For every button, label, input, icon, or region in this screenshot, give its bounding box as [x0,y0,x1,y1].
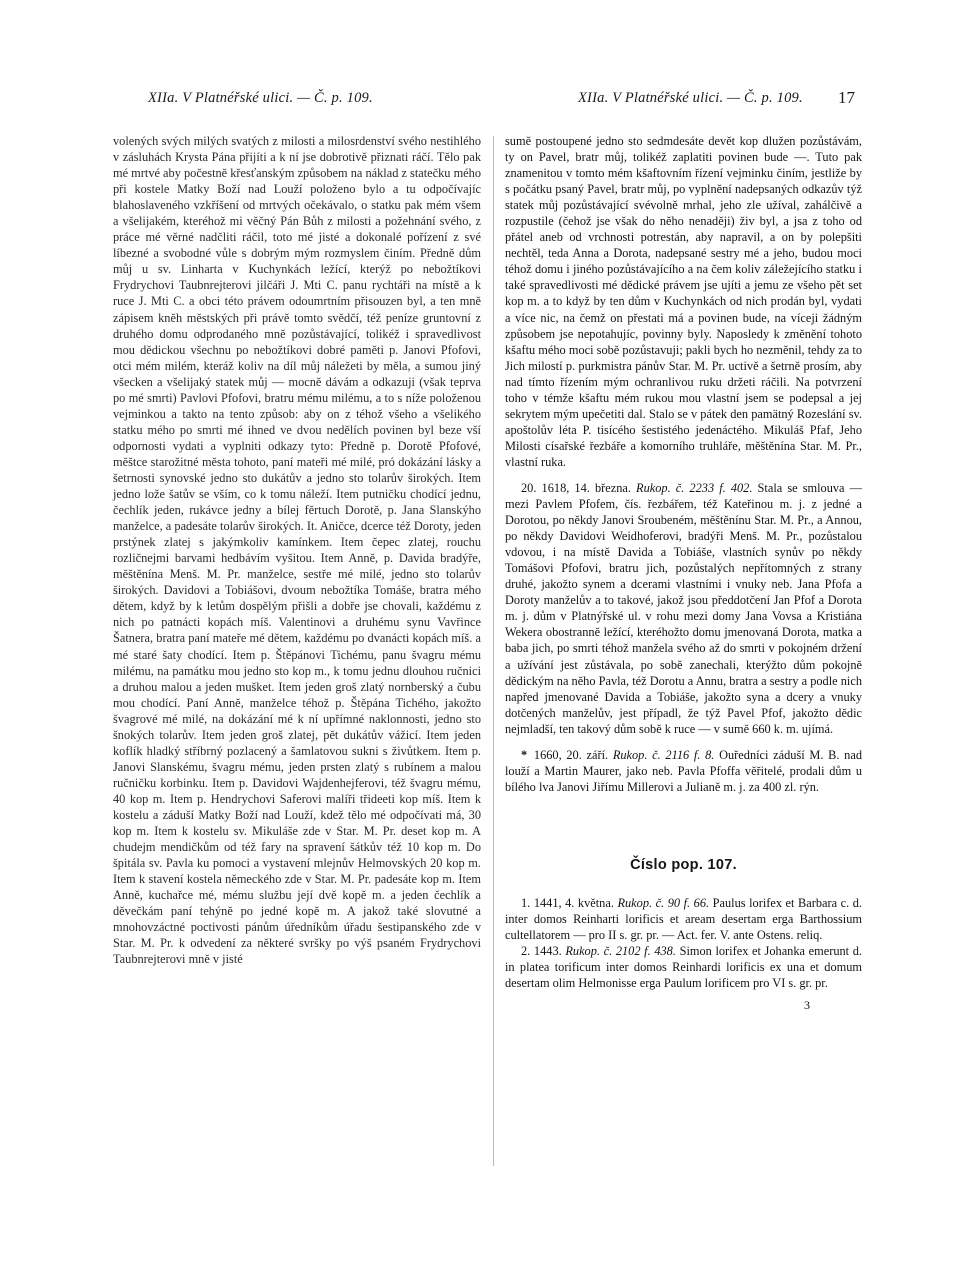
running-head-right: XIIa. V Platnéřské ulici. — Č. p. 109. [578,90,803,106]
record-text: Ouředníci záduší M. B. nad louží a Martin Maurer, jako neb. Pavla Pfoffa věřitelé, prodali dům u bílého lva Janovi Jiřímu Millerovi a Julianě m. j. za 400 zl. rýn. [505,747,863,794]
right-column [505,133,862,1013]
asterisk-mark: * [521,747,528,762]
record-entry [505,943,862,991]
signature-mark: 3 [804,998,810,1013]
left-column [113,133,481,967]
testament-conclusion-text: sumě postoupené jedno sto sedmdesáte devět kop dlužen pozůstávám, ty on Pavel, bratr můj, tolikéž zaplatiti povinen bude —. Tuto pak znamenitou v tomto mém kšaftovním řízení vejminku činím, jestliže by s počátku psaný Pavel, bratr můj, po vyplnění nadepsaných odkazův týž statek můj pozůstávající svévolně mrhal, jeho zle užíval, zahálčivě a rozpustile (čehož jse však do něho nenaději) živ byl, a jsa z toho od přátel aneb od vrchnosti potrestán, aby napravil, a on by polepšiti nechtěl, teda Anna a Dorota, nadepsané sestry mé a jeho, budou moci téhož domu i jiného pozůstávajícího a na čem koliv záležejícího statku i také spravedlivosti mé dědické právem jse ujíti a jemu ze všeho pět set kop m. a to když by ten dům v Kuchynkách od nich prodán byl, vydati a více nic, na čemž on přestati má a povinen bude, na víceji žádným způsobem jse nepotahujíc, povinny byly. Naposledy k změnění tohoto kšaftu mého moci sobě pozůstavuji; pakli bych ho nezměnil, tehdy za to Jich milostí p. purkmistra pánův Star. M. Pr. uctivě a šetrně prosím, aby nad tímto řízením mým ochranlivou ruku držeti ráčili. Na potvrzení toho v témže kšaftu mém rukou mou vlastní jsem se podepsal a jej sekrytem mým upečetiti dal. Stalo se v pátek den pamätný Rozeslání sv. apoštolův léta P. tisícého šestistého jedenáctého. Mikuláš Pfaf, Jeho Milosti císařské řezbáře a komorního truhláře, měštěnína Star. M. Pr., vlastní ruka. [505,134,862,469]
section-heading: Číslo pop. 107. [630,856,737,873]
record-number: 1. [521,895,531,910]
column-divider [493,136,494,1166]
record-date: 1443. [533,944,562,959]
record-source: Rukop. č. 90 f. 66. [617,895,710,910]
record-number: 2. [521,944,531,959]
page-number: 17 [838,88,855,107]
record-text: Simon lorifex et Johanka emerunt d. in platea torificum inter domos Reinhardi lorificis ex una et domum desertam olim Helmonisse erga Paulum lorificem pro VI s. gr. pr. [505,944,862,991]
record-date: 1441, 4. května. [533,895,614,910]
running-head-left: XIIa. V Platnéřské ulici. — Č. p. 109. [148,90,373,106]
record-date: 1618, 14. března. [541,480,631,495]
testament-continued-text: volených svých milých svatých z milosti a milosrdenství svého nestihlého v zásluhách Krysta Pána přijíti a k ní jse dobrotivě přiznati ráčí. Tělo pak mé mrtvé aby počestně křesťanským způsobem na náklad z statečku mého při kostele Matky Boží nad Louží položeno bylo a tu odpočívajíc blahoslaveného vzkříšení od mrtvých očekávalo, o statku pak mém všem a všelijakém, kteréhož mi věčný Pán Bůh z milosti a požehnání svého, z práce mé věrné nadčliti ráčil, toto mé jisté a dokonalé pořízení z své líbezné a svobodné vůle s dobrým mým rozmyslem činím. Předně dům můj u sv. Linharta v Kuchynkách ležící, kterýž po nebožtíkovi Frydrychovi Taubnrejterovi jilčáři J. Mti C. panu rychtáři na místě a k ruce J. Mti C. a obci této právem odoumrtním přisouzen byl, a ten mně zápisem kněh městských při právě tomto svědčí, též peníze gruntovní z druhého domu odprodaného mně pozůstávající, tolikéž i spravedlivost mou dědickou všechnu po nebožtíkovi dobré paměti p. Janovi Pfofovi, otci mém milém, kteráž koliv na díl můj náležeti by měla, a sumou jiný všecken a všelijaký statek můj — mocně dávám a odkazuji (však teprva po mé smrti) Pavlovi Pfofovi, bratru mému milému, a to s níže položenou vejminkou a takto na tento způsob: aby on z téhož všeho a všelikého statku mého po smrti mé ihned ve dvou nedělích povinen byl beze vší odpornosti vydati a vyplniti odkazy tyto: Předně p. Dorotě Pfofové, měštce starožitné města tohoto, paní mateři mé milé, pró dokázání lásky a šetrnosti synovské jedno sto dukátův a jedno sto tolarův širokých. Item jedno lože šatův se vším, co k tomu náleží. Item putničku chodící jednu, čechlík jeden, rukávce jedny a bílej fěrtuch Dorotě, p. Jana Slanskýho manželce, a padesáte tolarův širokých. It. Aničce, dcerce též Doroty, jeden prstýnek zlatej s jakýmkoliv kamínkem. Item čepec zlatej, rouchu rozličnejmi barvami hedbávím vyšitou. Item Anně, p. Davida bradýře, měštěnína Menš. M. Pr. manželce, sestře mé milé, jedno sto tolarův širokých. Davidovi a Tobiášovi, dvoum nebožtíka Tomáše, bratra mého dětem, když by k letům dospělým přišli a dobře jse chovali, každému z nich po patnácti kopách míš. Valentinovi a druhému synu Vavřince Šatnera, bratra paní mateře mé dětem, každému po dvanácti kopách míš. a mé staré šaty chodící. Item p. Štěpánovi Tichému, panu švagru mému milému, na památku mou jedno sto kop m., k tomu jednu dlouhou ručnici a druhou malou a jeden mušket. Item jeden groš zlatý nornberský a čubu mou chodící. Paní Anně, manželce téhož p. Štěpána Tichého, jakožto švagrové mé milé, na dokázání mé k ní upřímné naklonnosti, jedno sto šnokých tolarův. Item jeden groš zlatej, pět dukátův vážicí. Item jeden koflík hladký stříbrný pozlacený a šamlatovou sukni s živůtkem. Item p. Janovi Slanskému, švagru mému, jeden prsten zlatý s rubínem a malou ručničku korbinku. Item p. Davidovi Wajdenhejferovi, též švagru mému, 40 kop m. Item p. Hendrychovi Saferovi malíři třideeti kop míš. Item k kostelu a záduší Matky Boží nad Louží, kdež tělo mé odpočívati má, 30 kop m. Item k kostelu sv. Mikuláše zde v Star. M. Pr. deset kop m. A chudejm mendičkům od též fary na spravení šátkův též 10 kop m. Do špitála sv. Pavla ku pomoci a vystavení mlejnův Helmovských 20 kop m. Item k stavení kostela německého zde v Star. M. Pr. padesáte kop m. Item Anně, kuchařce mé, mému službu její dvě kopě m. a jeden čechlík a děvečkám paní tehýně po jedné kopě m. A jakož také slovutné a mnohovzáctné poctivosti pánům úředníkům úřadu šestipanského zde v Star. M. Pr. k odvedení za některé svršky po výš psaném Frydrychovi Taubnrejterovi mně v jisté [113,134,481,967]
record-source: Rukop. č. 2116 f. 8. [612,747,715,762]
record-source: Rukop. č. 2233 f. 402. [636,480,753,495]
record-entry [505,747,862,795]
record-source: Rukop. č. 2102 f. 438. [565,944,676,959]
record-date: 1660, 20. září. [533,747,609,762]
record-entry [505,895,862,943]
record-text: Paulus lorifex et Barbara c. d. inter domos Reinharti lorificis et aream desertam erga Barthossium cultellatorem — pro II s. gr. pr. — Act. fer. V. ante Ostens. reliq. [505,895,862,943]
record-number: 20. [521,480,537,495]
record-text: Stala se smlouva — mezi Pavlem Pfofem, čís. řezbářem, též Kateřinou m. j. z jedné a Dorotou, po někdy Janovi Sroubeném, měštěnínu Star. M. Pr., a Annou, po někdy Davidovi Weidhoferovi, bradýři Menš. M. Pr., pozůstalou vdovou, i na místě Davida a Tobiáše, vlastních synův po někdy Tomášovi Pfofovi, bratru jich, pozůstalých nepřítomných z strany druhé, jakožto synem a dcerami vlastními i vnuky neb. Jana Pfofa a Doroty manželův a to takové, jakož jsou předdotčení Jan Pfof a Dorota m. j. dům v Platnýřské ul. v rohu mezi domy Jana Vovsa a Kristiána Wekera obostranně ležící, kteréhožto domu jmenovaná Dorota, matka a baba jich, po smrti téhož manžela svého až do smrti v pokojném držení a užívání jest zůstávala, po sobě zanechali, kterýžto dům pokojně dědickým na něho Pavla, též Dorotu a Annu, bratra a sestry a podle nich napřed jmenované Davida a Tobiáše, jakožto syna a dcery a vnuky dotčených manželův, jest případl, že týž Pavel Pfof, jakožto dědic nejmladší, ten takový dům sobě k ruce — v sumě 660 k. m. ujímá. [505,480,862,736]
record-entry [505,480,862,737]
page-header [0,90,960,114]
